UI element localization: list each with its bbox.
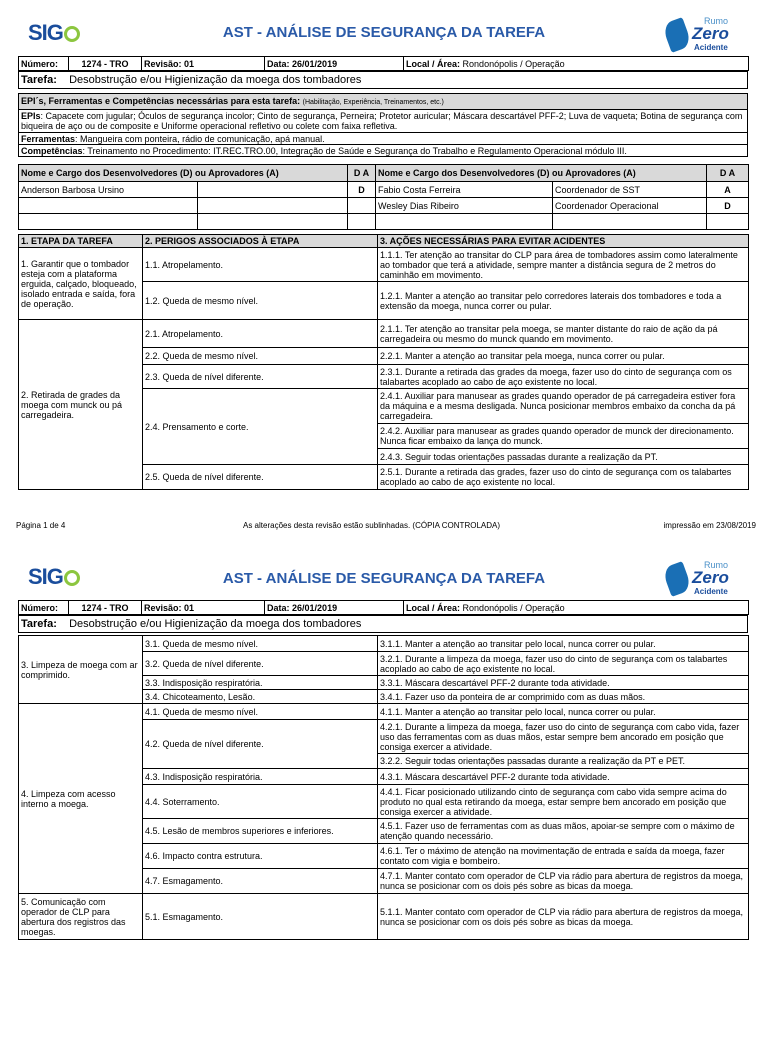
sig-logo: SIG — [28, 564, 80, 590]
perigo-4-7: 4.7. Esmagamento. — [143, 869, 378, 894]
person-role — [198, 214, 348, 230]
acao-2-1-1: 2.1.1. Ter atenção ao transitar pela moega, se manter distante do raio de ação da pá carregadeira ou mesmo do munck quando em movimento. — [378, 320, 749, 348]
perigo-4-6: 4.6. Impacto contra estrutura. — [143, 844, 378, 869]
footer-print-date: impressão em 23/08/2019 — [663, 521, 756, 530]
perigo-2-4: 2.4. Prensamento e corte. — [143, 389, 378, 465]
col-acoes: 3. AÇÕES NECESSÁRIAS PARA EVITAR ACIDENTES — [378, 235, 749, 248]
etapa-2: 2. Retirada de grades da moega com munck ou pá carregadeira. — [19, 320, 143, 490]
person-role — [198, 182, 348, 198]
perigo-3-2: 3.2. Queda de nível diferente. — [143, 652, 378, 676]
acao-2-4-1: 2.4.1. Auxiliar para manusear as grades quando operador de pá carregadeira estiver fora da máquina e a mesma desligada. Nunca posicionar membros embaixo da concha da pá carregadeira. — [378, 389, 749, 424]
perigo-4-4: 4.4. Soterramento. — [143, 785, 378, 819]
acao-2-5-1: 2.5.1. Durante a retirada das grades, fazer uso do cinto de segurança com os talabartes acoplado ao cabo de aço existente no local. — [378, 465, 749, 490]
revisao-cell: Revisão: 01 — [142, 601, 265, 615]
perigo-3-4: 3.4. Chicoteamento, Lesão. — [143, 690, 378, 704]
acao-2-2-1: 2.2.1. Manter a atenção ao transitar pela moega, nunca correr ou pular. — [378, 348, 749, 365]
steps-table-2 — [18, 635, 749, 940]
acao-2-4-3: 2.4.3. Seguir todas orientações passadas durante a realização da PT. — [378, 449, 749, 465]
page-title: AST - ANÁLISE DE SEGURANÇA DA TAREFA — [222, 570, 546, 587]
acao-4-6-1: 4.6.1. Ter o máximo de atenção na movimentação de entrada e saída da moega, fazer contato com vigia e bombeiro. — [378, 844, 749, 869]
acao-4-3-1: 4.3.1. Máscara descartável PFF-2 durante toda atividade. — [378, 769, 749, 785]
acao-1-2-1: 1.2.1. Manter a atenção ao transitar pelo corredores laterais dos tombadores e toda a extensão da moega, nunca correr ou pular. — [378, 282, 749, 320]
acao-4-5-1: 4.5.1. Fazer uso de ferramentas com as duas mãos, apoiar-se sempre com o máximo de atenção quando necessário. — [378, 819, 749, 844]
person-da — [348, 214, 376, 230]
perigo-1-1: 1.1. Atropelamento. — [143, 248, 378, 282]
acao-4-7-1: 4.7.1. Manter contato com operador de CLP via rádio para abertura de registros da moega, nunca se posicionar com os dois pés sobre as bicas da moega. — [378, 869, 749, 894]
perigo-3-3: 3.3. Indisposição respiratória. — [143, 676, 378, 690]
people-col-da-left: D A — [348, 165, 376, 182]
acao-2-3-1: 2.3.1. Durante a retirada das grades da moega, fazer uso do cinto de segurança com os talabartes acoplado ao cabo de aço existente no local. — [378, 365, 749, 389]
perigo-2-3: 2.3. Queda de nível diferente. — [143, 365, 378, 389]
acao-2-4-2: 2.4.2. Auxiliar para manusear as grades quando operador de munck der direcionamento. Nunca ficar embaixo da lança do munck. — [378, 424, 749, 449]
person-name: Wesley Dias Ribeiro — [376, 198, 553, 214]
epis-row: EPIs: Capacete com jugular; Óculos de segurança incolor; Cinto de segurança, Perneira; Protetor auricular; Máscara descartável PFF-2; Luva de vaqueta; Botina de segurança com biqueira de aço ou de composite e Uniforme operacional refletivo ou colete com faixa refletiva. — [19, 110, 748, 133]
perigo-4-2: 4.2. Queda de nível diferente. — [143, 720, 378, 769]
acao-3-3-1: 3.3.1. Máscara descartável PFF-2 durante toda atividade. — [378, 676, 749, 690]
person-da — [707, 214, 749, 230]
perigo-2-5: 2.5. Queda de nível diferente. — [143, 465, 378, 490]
rumo-zero-acidente-logo: Rumo Zero Acidente — [666, 560, 738, 600]
local-cell: Local / Área: Rondonópolis / Operação — [404, 57, 749, 71]
acao-3-2-1: 3.2.1. Durante a limpeza da moega, fazer uso do cinto de segurança com os talabartes acoplado ao cabo de aço existente no local. — [378, 652, 749, 676]
perigo-2-1: 2.1. Atropelamento. — [143, 320, 378, 348]
person-name: Anderson Barbosa Ursino — [19, 182, 198, 198]
etapa-3: 3. Limpeza de moega com ar comprimido. — [19, 636, 143, 704]
numero-label: Número: — [19, 601, 69, 615]
acao-3-4-1: 3.4.1. Fazer uso da ponteira de ar comprimido com as duas mãos. — [378, 690, 749, 704]
acao-5-1-1: 5.1.1. Manter contato com operador de CLP via rádio para abertura de registros da moega, nunca se posicionar com os dois pés sobre as bicas da moega. — [378, 894, 749, 940]
meta-table — [18, 56, 749, 71]
numero-value: 1274 - TRO — [69, 57, 142, 71]
perigo-1-2: 1.2. Queda de mesmo nível. — [143, 282, 378, 320]
numero-value: 1274 - TRO — [69, 601, 142, 615]
acao-3-1-1: 3.1.1. Manter a atenção ao transitar pelo local, nunca correr ou pular. — [378, 636, 749, 652]
tarefa-table — [18, 71, 748, 89]
person-name — [19, 214, 198, 230]
person-da: A — [707, 182, 749, 198]
perigo-4-3: 4.3. Indisposição respiratória. — [143, 769, 378, 785]
tarefa-cell: Tarefa: Desobstrução e/ou Higienização da moega dos tombadores — [19, 616, 748, 633]
epis-table — [18, 93, 748, 157]
sig-logo: SIG — [28, 20, 80, 46]
person-da: D — [348, 182, 376, 198]
epis-heading: EPI´s, Ferramentas e Competências necessárias para esta tarefa: (Habilitação, Experiência, Treinamentos, etc.) — [19, 94, 748, 110]
footer-page-number: Página 1 de 4 — [16, 521, 66, 530]
footer-note: As alterações desta revisão estão sublinhadas. (CÓPIA CONTROLADA) — [243, 521, 500, 530]
page-title: AST - ANÁLISE DE SEGURANÇA DA TAREFA — [222, 24, 546, 41]
rumo-zero-acidente-logo: Rumo Zero Acidente — [666, 16, 738, 56]
tarefa-cell: Tarefa: Desobstrução e/ou Higienização da moega dos tombadores — [19, 72, 748, 89]
etapa-4: 4. Limpeza com acesso interno a moega. — [19, 704, 143, 894]
steps-table-1 — [18, 234, 749, 490]
rumo-swirl-icon — [662, 17, 693, 53]
rumo-swirl-icon — [662, 561, 693, 597]
perigo-3-1: 3.1. Queda de mesmo nível. — [143, 636, 378, 652]
perigo-4-5: 4.5. Lesão de membros superiores e inferiores. — [143, 819, 378, 844]
etapa-1: 1. Garantir que o tombador esteja com a plataforma erguida, calçado, bloqueado, isolado entrada e saída, fora de operação. — [19, 248, 143, 320]
perigo-2-2: 2.2. Queda de mesmo nível. — [143, 348, 378, 365]
acao-1-1-1: 1.1.1. Ter atenção ao transitar do CLP para área de tombadores assim como lateralmente ao tombador que terá a atividade, sempre manter a distância segura de 2 metros do caminhão em movimento. — [378, 248, 749, 282]
local-cell: Local / Área: Rondonópolis / Operação — [404, 601, 749, 615]
col-etapa: 1. ETAPA DA TAREFA — [19, 235, 143, 248]
revisao-cell: Revisão: 01 — [142, 57, 265, 71]
person-role — [198, 198, 348, 214]
people-table — [18, 164, 749, 230]
person-role — [553, 214, 707, 230]
etapa-5: 5. Comunicação com operador de CLP para abertura dos registros das moegas. — [19, 894, 143, 940]
person-name — [19, 198, 198, 214]
people-col-da-right: D A — [707, 165, 749, 182]
person-name — [376, 214, 553, 230]
perigo-4-1: 4.1. Queda de mesmo nível. — [143, 704, 378, 720]
person-da — [348, 198, 376, 214]
page-1 — [0, 0, 768, 514]
col-perigos: 2. PERIGOS ASSOCIADOS À ETAPA — [143, 235, 378, 248]
acao-4-2-1: 4.2.1. Durante a limpeza da moega, fazer uso do cinto de segurança com cabo vida, fazer uso das ferramentas com as duas mãos, estar sempre bem ancorado em posição que consiga exercer a atividade. — [378, 720, 749, 754]
meta-table — [18, 600, 749, 615]
people-col-name-right: Nome e Cargo dos Desenvolvedores (D) ou Aprovadores (A) — [376, 165, 707, 182]
numero-label: Número: — [19, 57, 69, 71]
person-role: Coordenador de SST — [553, 182, 707, 198]
acao-4-2-2: 3.2.2. Seguir todas orientações passadas durante a realização da PT e PET. — [378, 754, 749, 769]
tarefa-table — [18, 615, 748, 633]
data-cell: Data: 26/01/2019 — [265, 57, 404, 71]
ferramentas-row: Ferramentas: Mangueira com ponteira, rádio de comunicação, apá manual. — [19, 133, 748, 145]
person-name: Fabio Costa Ferreira — [376, 182, 553, 198]
acao-4-1-1: 4.1.1. Manter a atenção ao transitar pelo local, nunca correr ou pular. — [378, 704, 749, 720]
acao-4-4-1: 4.4.1. Ficar posicionado utilizando cinto de segurança com cabo vida sempre acima do produto no qual esta retirando da moega, estar sempre bem ancorado em posição que consiga exercer a atividade. — [378, 785, 749, 819]
person-role: Coordenador Operacional — [553, 198, 707, 214]
competencias-row: Competências: Treinamento no Procedimento: IT.REC.TRO.00, Integração de Saúde e Segurança do Trabalho e Regulamento Operacional módulo III. — [19, 145, 748, 157]
perigo-5-1: 5.1. Esmagamento. — [143, 894, 378, 940]
page-2 — [0, 554, 768, 1064]
people-col-name-left: Nome e Cargo dos Desenvolvedores (D) ou Aprovadores (A) — [19, 165, 348, 182]
person-da: D — [707, 198, 749, 214]
data-cell: Data: 26/01/2019 — [265, 601, 404, 615]
